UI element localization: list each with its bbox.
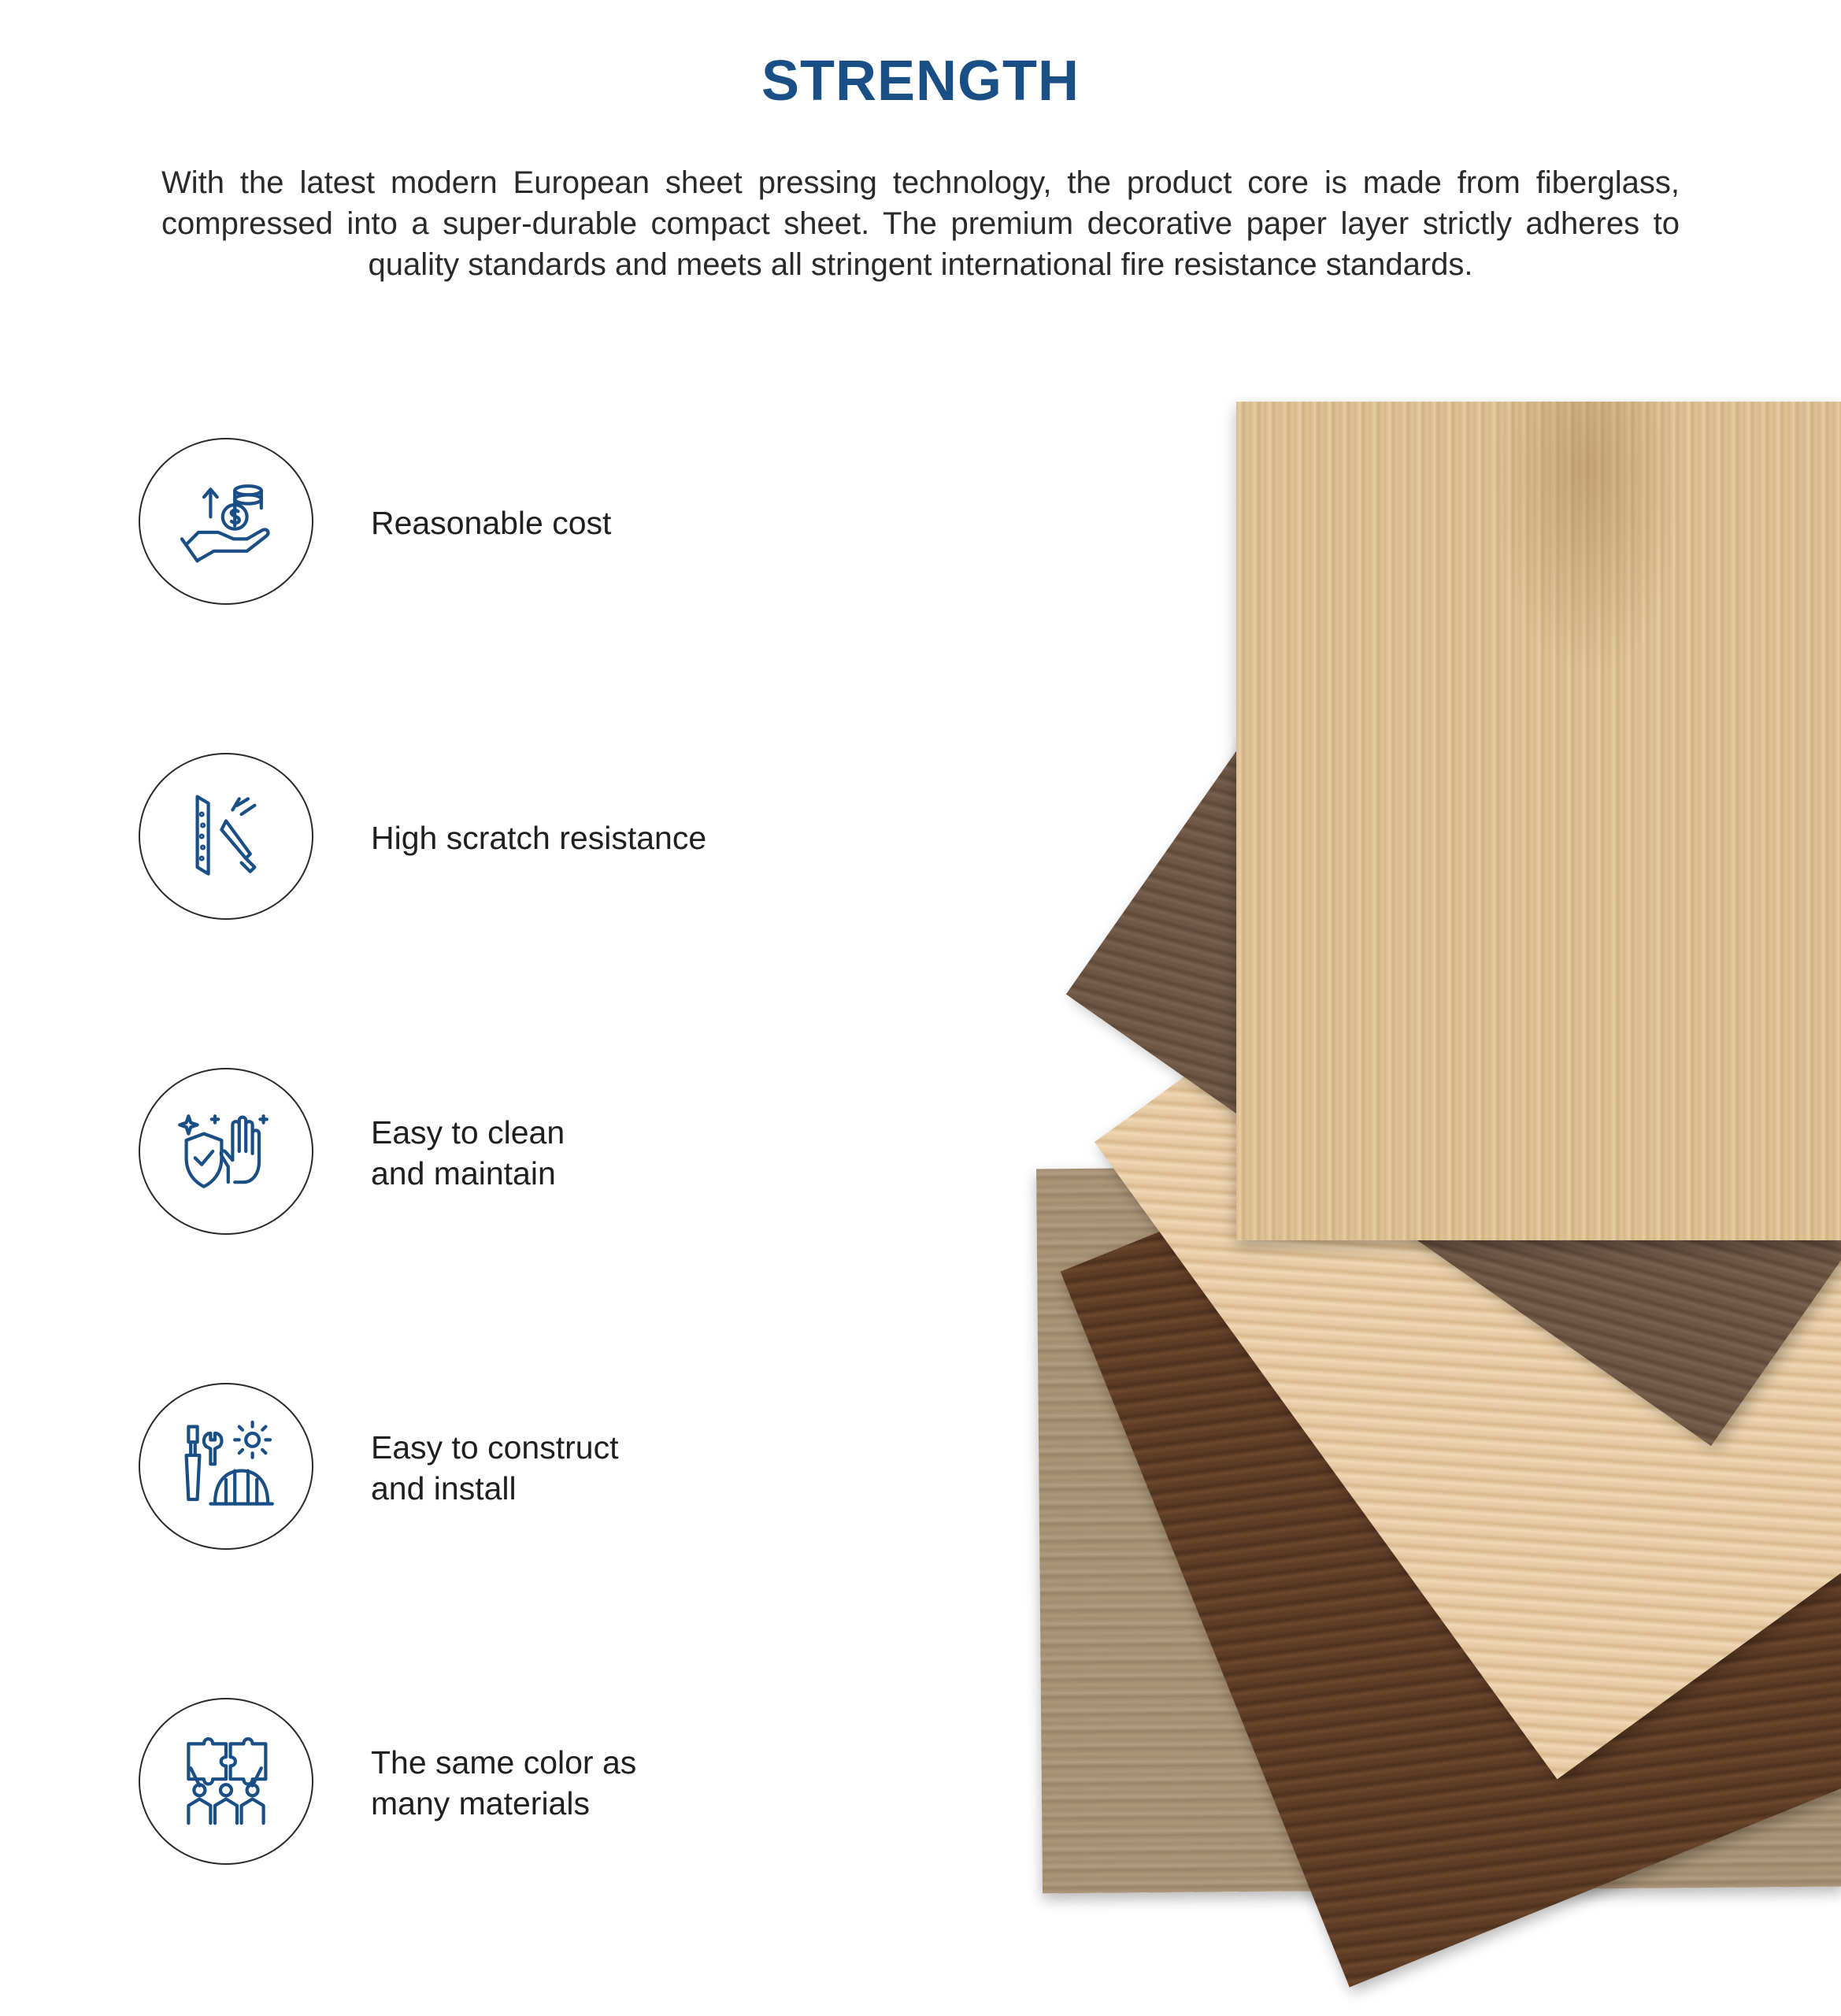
feature-label: Reasonable cost <box>371 505 612 541</box>
knife-scratch-icon <box>171 781 281 891</box>
feature-label: Easy to construct and install <box>371 1429 619 1506</box>
feature-icon-circle <box>139 1383 313 1550</box>
feature-icon-circle <box>139 753 313 920</box>
feature-icon-circle <box>139 1698 313 1865</box>
hand-coins-icon <box>171 466 281 576</box>
feature-scratch-resistance <box>139 753 847 923</box>
feature-label: Easy to clean and maintain <box>371 1114 565 1191</box>
shield-hand-icon <box>171 1096 281 1206</box>
feature-reasonable-cost <box>139 438 847 608</box>
page-title: STRENGTH <box>761 50 1080 113</box>
feature-label: High scratch resistance <box>371 820 707 856</box>
feature-label: The same color as many materials <box>371 1744 637 1821</box>
puzzle-people-icon <box>171 1726 281 1836</box>
wood-sample-sheets-image <box>787 378 1841 1914</box>
feature-same-color <box>139 1698 847 1868</box>
feature-icon-circle <box>139 438 313 605</box>
sample-sheet-natural-oak-top <box>1236 402 1841 1240</box>
feature-easy-clean <box>139 1068 847 1238</box>
intro-paragraph: With the latest modern European sheet pressing technology, the product core is made from fiberglass, compressed into a super-durable compact sheet. The premium decorative paper layer strictly adheres to quality standards and meets all stringent international fire resistance standards. <box>161 165 1680 282</box>
feature-easy-construct <box>139 1383 847 1553</box>
feature-icon-circle <box>139 1068 313 1235</box>
tools-helmet-icon <box>171 1411 281 1521</box>
